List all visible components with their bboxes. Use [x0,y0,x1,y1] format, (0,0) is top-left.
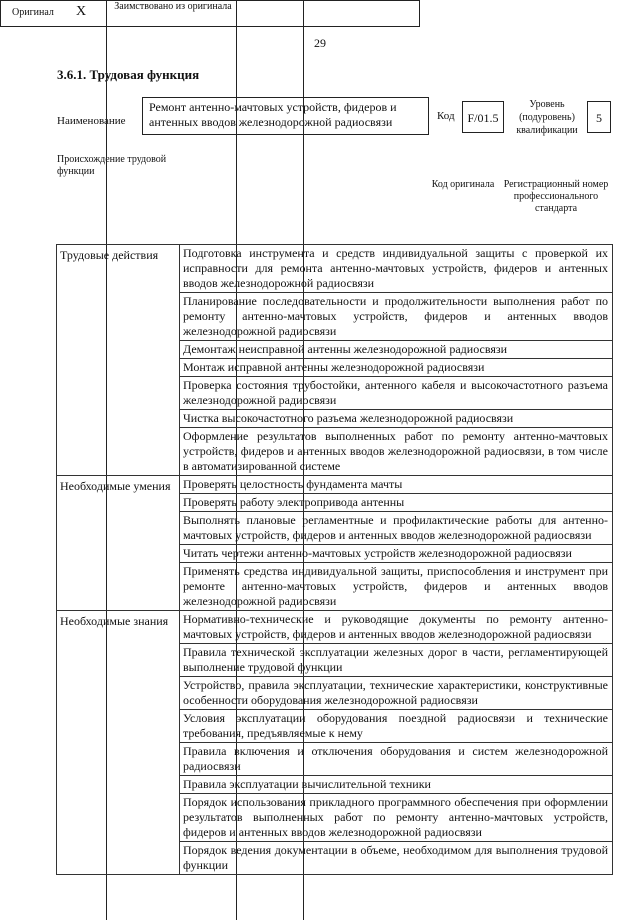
item-cell: Демонтаж неисправной антенны железнодорожной радиосвязи [180,341,613,359]
functions-table [56,244,613,875]
section-title: 3.6.1. Трудовая функция [57,67,200,82]
item-cell: Чистка высокочастотного разъема железнодорожной радиосвязи [180,410,613,428]
item-cell: Оформление результатов выполненных работ по ремонту антенно-мачтовых устройств, фидеров и антенных вводов железнодорожной радиосвязи, в том числе в автоматизированной системе [180,428,613,476]
item-cell: Выполнять плановые регламентные и профилактические работы для антенно-мачтовых устройств, фидеров и антенных вводов железнодорожной радиосвязи [180,512,613,545]
original-label: Оригинал [12,7,54,18]
name-label: Наименование [57,115,126,127]
item-cell: Порядок использования прикладного программного обеспечения при оформлении результатов выполненных работ по ремонту антенно-мачтовых устройств, фидеров и антенных вводов железнодорожной радиосвязи [180,794,613,842]
name-value: Ремонт антенно-мачтовых устройств, фидеров и антенных вводов железнодорожной радиосвязи [149,100,397,129]
table-row [57,245,613,293]
item-cell: Проверять работу электропривода антенны [180,494,613,512]
original-mark: X [76,4,87,19]
item-cell: Правила включения и отключения оборудования и систем железнодорожной радиосвязи [180,743,613,776]
category-cell: Трудовые действия [57,245,180,476]
category-cell: Необходимые знания [57,611,180,875]
item-cell: Подготовка инструмента и средств индивидуальной защиты с проверкой их исправности для ремонта антенно-мачтовых устройств, фидеров и антенных вводов железнодорожной радиосвязи [180,245,613,293]
reg-number-caption: Регистрационный номер профессионального стандарта [503,179,609,214]
category-cell: Необходимые умения [57,476,180,611]
page-number: 29 [314,36,326,50]
origin-row [0,0,420,27]
item-cell: Правила эксплуатации вычислительной техники [180,776,613,794]
item-cell: Порядок ведения документации в объеме, необходимом для выполнения трудовой функции [180,842,613,875]
code-value: F/01.5 [462,101,504,133]
item-cell: Условия эксплуатации оборудования поездной радиосвязи и технические требования, предъявляемые к нему [180,710,613,743]
level-label: Уровень (подуровень) квалификации [516,99,578,136]
table-row [57,611,613,644]
origin-label: Происхождение трудовой функции [57,154,167,177]
level-value: 5 [587,101,611,133]
item-cell: Правила технической эксплуатации железных дорог в части, регламентирующей выполнение трудовой функции [180,644,613,677]
item-cell: Устройство, правила эксплуатации, технические характеристики, конструктивные особенности оборудования железнодорожной радиосвязи [180,677,613,710]
item-cell: Монтаж исправной антенны железнодорожной радиосвязи [180,359,613,377]
item-cell: Нормативно-технические и руководящие документы по ремонту антенно-мачтовых устройств, фидеров и антенных вводов железнодорожной радиосвязи [180,611,613,644]
code-original-caption: Код оригинала [431,179,495,190]
item-cell: Применять средства индивидуальной защиты, приспособления и инструмент при ремонте антенно-мачтовых устройств, фидеров и антенных вводов железнодорожной радиосвязи [180,563,613,611]
item-cell: Планирование последовательности и продолжительности выполнения работ по ремонту антенно-мачтовых устройств, фидеров и антенных вводов железнодорожной радиосвязи [180,293,613,341]
item-cell: Проверка состояния трубостойки, антенного кабеля и высокочастотного разъема железнодорожной радиосвязи [180,377,613,410]
item-cell: Читать чертежи антенно-мачтовых устройств железнодорожной радиосвязи [180,545,613,563]
item-cell: Проверять целостность фундамента мачты [180,476,613,494]
borrowed-label: Заимствовано из оригинала [114,1,232,12]
name-value-box [142,97,429,135]
code-label: Код [437,110,455,122]
table-row [57,476,613,494]
